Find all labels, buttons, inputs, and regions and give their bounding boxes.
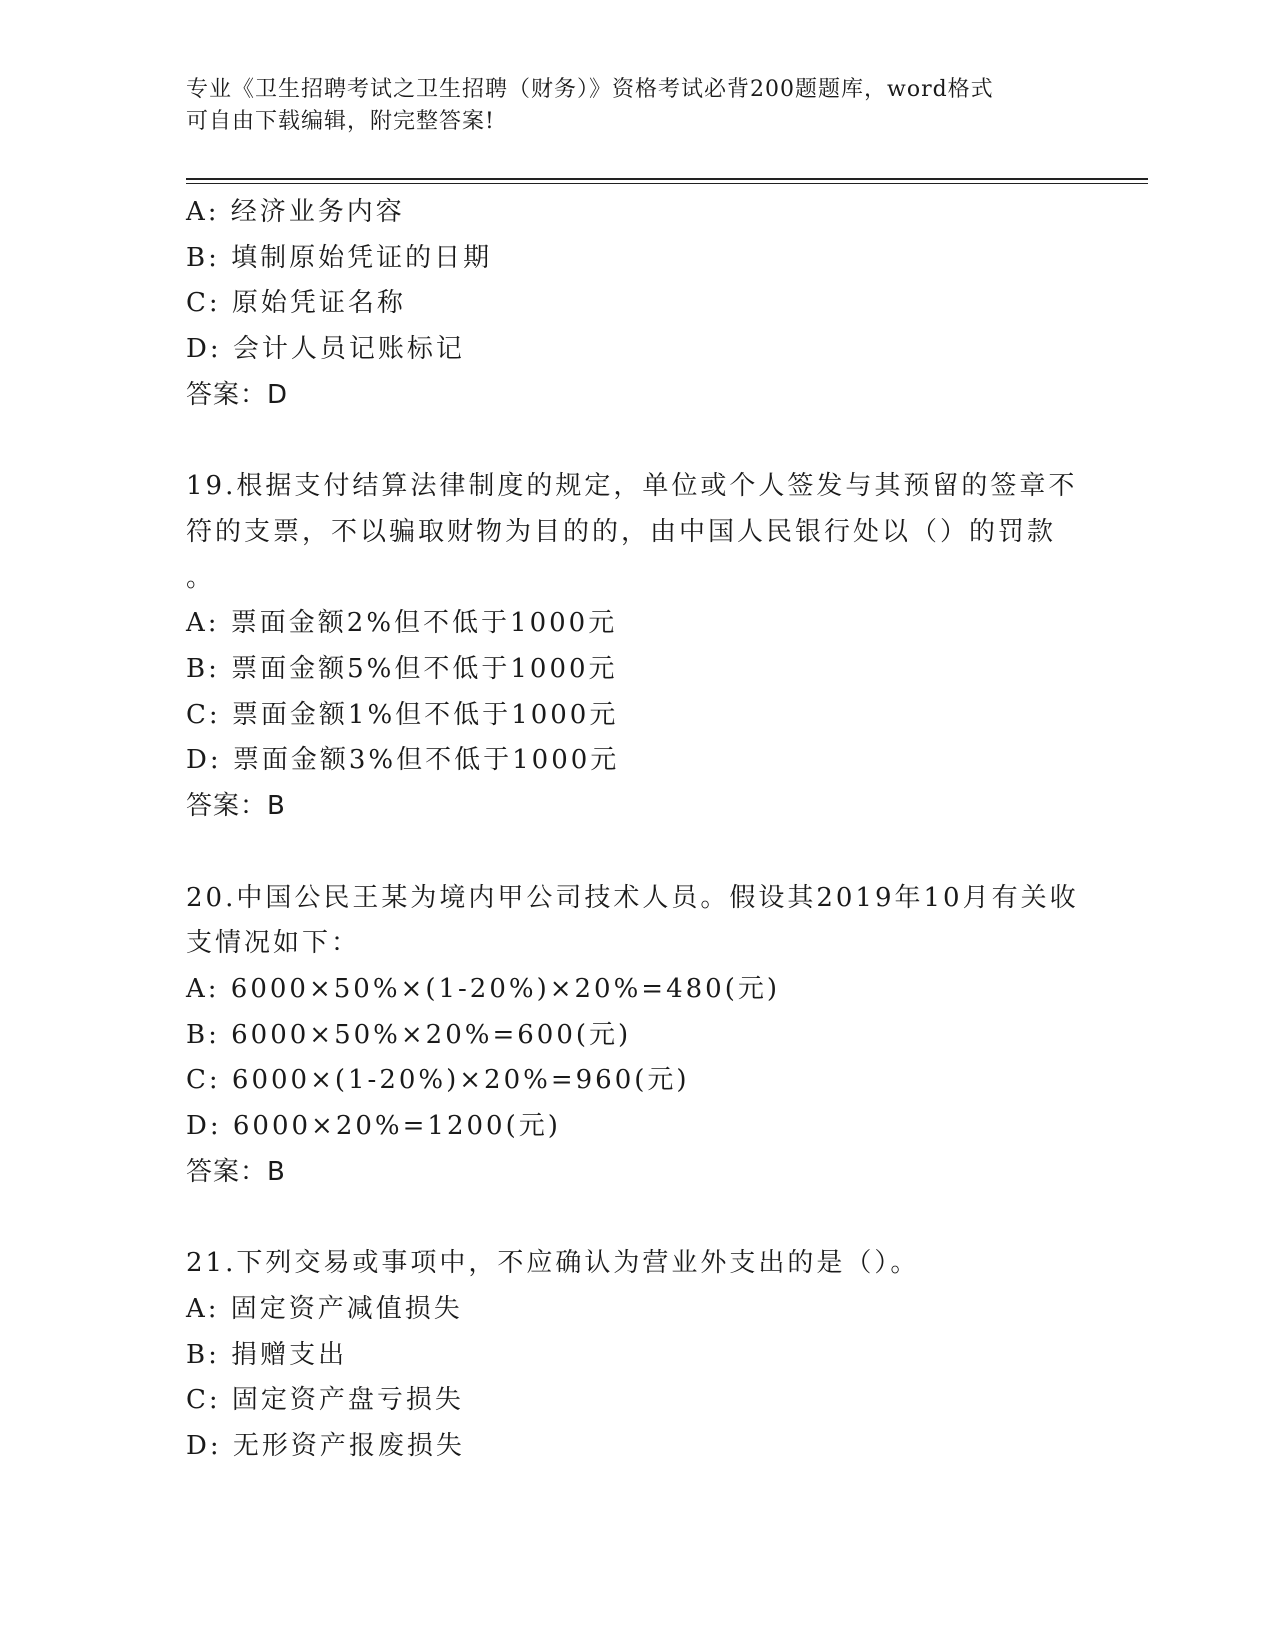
document-body: [186, 190, 1086, 1470]
option-b: B: 捐赠支出: [186, 1339, 348, 1370]
answer-line: 答案：D: [186, 379, 289, 410]
question-18: [186, 190, 1086, 419]
header-line-1: 专业《卫生招聘考试之卫生招聘（财务）》资格考试必背200题题库，word格式: [186, 77, 994, 102]
document-header: [186, 74, 1086, 138]
option-c: C: 固定资产盘亏损失: [186, 1385, 464, 1416]
question-stem-line: 20.中国公民王某为境内甲公司技术人员。假设其2019年10月有关收: [186, 882, 1079, 913]
question-stem-line: 符的支票，不以骗取财物为目的的，由中国人民银行处以（）的罚款: [186, 516, 1057, 547]
header-rule-thin: [186, 183, 1148, 184]
question-stem-line: 21.下列交易或事项中，不应确认为营业外支出的是（）。: [186, 1248, 920, 1279]
question-stem-line: 支情况如下：: [186, 928, 361, 959]
spacer: [186, 419, 1086, 465]
option-d: D: 无形资产报废损失: [186, 1430, 465, 1461]
spacer: [186, 830, 1086, 876]
spacer: [186, 1195, 1086, 1241]
option-c: C: 原始凭证名称: [186, 288, 406, 319]
option-d: D: 6000×20%=1200(元): [186, 1111, 561, 1142]
option-a: A: 6000×50%×(1-20%)×20%=480(元): [186, 973, 781, 1004]
question-21: [186, 1241, 1086, 1470]
option-a: A: 经济业务内容: [186, 197, 405, 227]
answer-line: 答案：B: [186, 791, 286, 822]
question-stem-line: 19.根据支付结算法律制度的规定，单位或个人签发与其预留的签章不: [186, 471, 1078, 502]
option-a: A: 固定资产减值损失: [186, 1293, 463, 1324]
option-b: B: 6000×50%×20%=600(元): [186, 1019, 632, 1050]
question-20: [186, 876, 1086, 1196]
option-b: B: 填制原始凭证的日期: [186, 242, 493, 273]
option-b: B: 票面金额5%但不低于1000元: [186, 654, 618, 685]
question-stem-line: 。: [186, 562, 216, 593]
header-line-2: 可自由下载编辑，附完整答案!: [186, 109, 495, 134]
answer-line: 答案：B: [186, 1156, 286, 1187]
option-c: C: 票面金额1%但不低于1000元: [186, 699, 619, 730]
option-d: D: 票面金额3%但不低于1000元: [186, 745, 620, 776]
header-rule-thick: [186, 178, 1148, 180]
option-c: C: 6000×(1-20%)×20%=960(元): [186, 1065, 690, 1096]
option-a: A: 票面金额2%但不低于1000元: [186, 608, 618, 639]
question-19: [186, 464, 1086, 830]
option-d: D: 会计人员记账标记: [186, 334, 465, 365]
